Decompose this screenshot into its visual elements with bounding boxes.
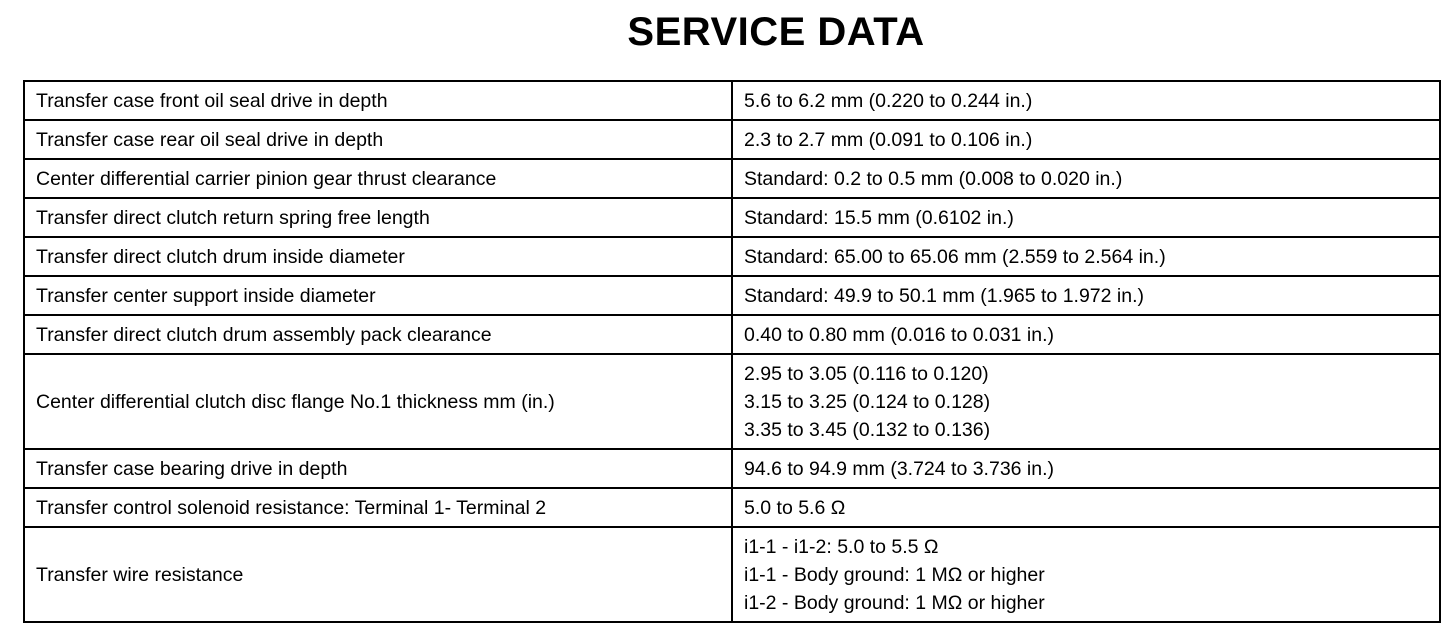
value-line: 5.0 to 5.6 Ω (744, 496, 846, 519)
value-cell (732, 354, 1440, 449)
service-data-table (23, 80, 1441, 623)
value-line: 2.95 to 3.05 (0.116 to 0.120) (744, 362, 989, 385)
value-line: i1-1 - Body ground: 1 MΩ or higher (744, 563, 1045, 586)
item-cell: Transfer center support inside diameter (24, 276, 732, 315)
table-row (24, 315, 1440, 354)
value-cell (732, 198, 1440, 237)
table-row (24, 449, 1440, 488)
item-cell: Transfer direct clutch drum inside diameter (24, 237, 732, 276)
table-row (24, 488, 1440, 527)
item-cell: Transfer control solenoid resistance: Terminal 1- Terminal 2 (24, 488, 732, 527)
table-row (24, 527, 1440, 622)
table-row (24, 159, 1440, 198)
item-cell: Center differential clutch disc flange No.1 thickness mm (in.) (24, 354, 732, 449)
value-line: Standard: 65.00 to 65.06 mm (2.559 to 2.564 in.) (744, 245, 1166, 268)
value-line: 3.15 to 3.25 (0.124 to 0.128) (744, 390, 991, 413)
value-line: i1-2 - Body ground: 1 MΩ or higher (744, 591, 1045, 614)
value-cell (732, 159, 1440, 198)
value-cell (732, 488, 1440, 527)
item-cell: Transfer direct clutch drum assembly pack clearance (24, 315, 732, 354)
value-line: 94.6 to 94.9 mm (3.724 to 3.736 in.) (744, 457, 1055, 480)
value-cell (732, 81, 1440, 120)
value-cell (732, 449, 1440, 488)
item-cell: Transfer case bearing drive in depth (24, 449, 732, 488)
table-row (24, 120, 1440, 159)
value-cell (732, 237, 1440, 276)
value-line: 2.3 to 2.7 mm (0.091 to 0.106 in.) (744, 128, 1033, 151)
table-row (24, 237, 1440, 276)
value-cell (732, 120, 1440, 159)
item-cell: Transfer wire resistance (24, 527, 732, 622)
value-line: i1-1 - i1-2: 5.0 to 5.5 Ω (744, 535, 939, 558)
item-cell: Transfer case rear oil seal drive in depth (24, 120, 732, 159)
value-cell (732, 315, 1440, 354)
item-cell: Transfer direct clutch return spring free length (24, 198, 732, 237)
value-line: 0.40 to 0.80 mm (0.016 to 0.031 in.) (744, 323, 1055, 346)
value-line: Standard: 15.5 mm (0.6102 in.) (744, 206, 1014, 229)
value-cell (732, 276, 1440, 315)
value-line: 3.35 to 3.45 (0.132 to 0.136) (744, 418, 991, 441)
item-cell: Center differential carrier pinion gear thrust clearance (24, 159, 732, 198)
value-line: Standard: 49.9 to 50.1 mm (1.965 to 1.972 in.) (744, 284, 1144, 307)
table-row (24, 354, 1440, 449)
table-row (24, 276, 1440, 315)
item-cell: Transfer case front oil seal drive in depth (24, 81, 732, 120)
value-cell (732, 527, 1440, 622)
value-line: Standard: 0.2 to 0.5 mm (0.008 to 0.020 in.) (744, 167, 1123, 190)
value-line: 5.6 to 6.2 mm (0.220 to 0.244 in.) (744, 89, 1033, 112)
table-row (24, 81, 1440, 120)
table-row (24, 198, 1440, 237)
page-title: SERVICE DATA (627, 10, 925, 54)
